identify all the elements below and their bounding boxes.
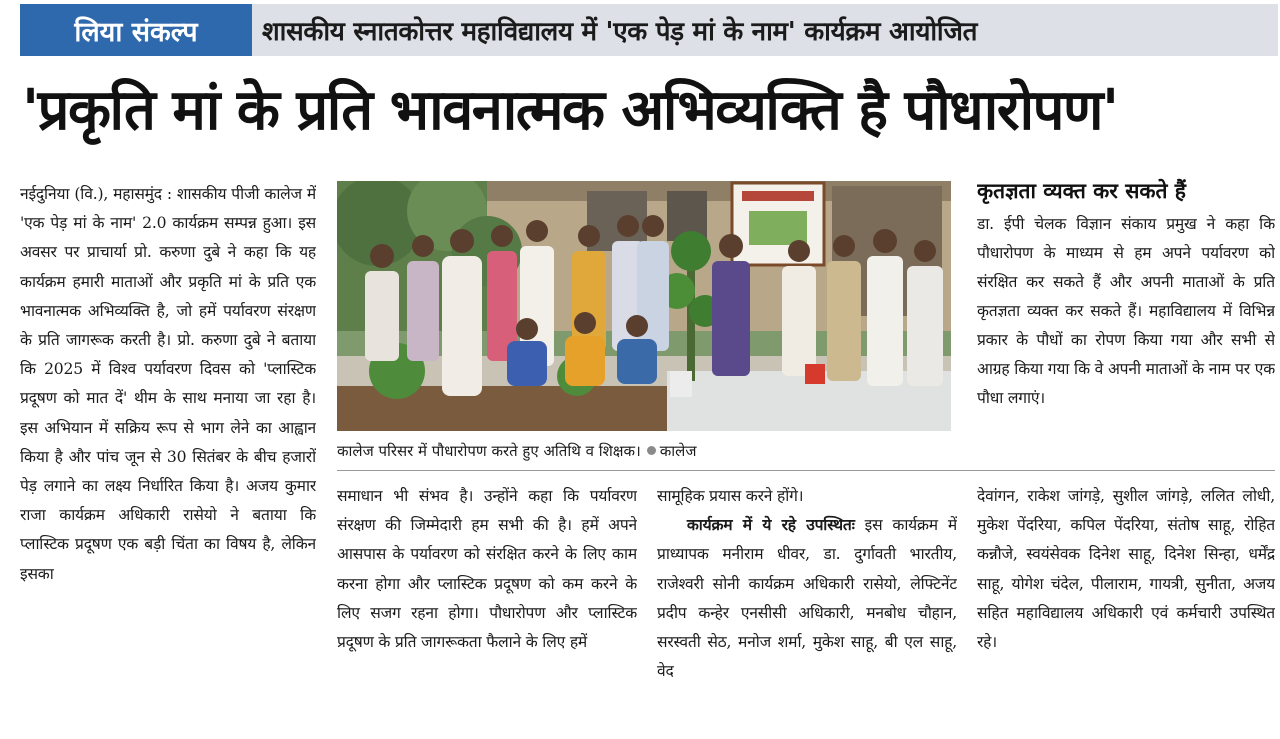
caption-text: कालेज परिसर में पौधारोपण करते हुए अतिथि व शिक्षक।	[337, 442, 641, 460]
column-3-intro: सामूहिक प्रयास करने होंगे।	[657, 487, 804, 505]
article-column-4: देवांगन, राकेश जांगड़े, सुशील जांगड़े, ललित लोधी, मुकेश पेंदरिया, कपिल पेंदरिया, संतोष साहू, रोहित कन्नौजे, स्वयंसेवक दिनेश साहू, दिनेश सिन्हा, धर्मेंद्र साहू, योगेश चंदेल, पीलाराम, गायत्री, सुनीता, अजय सहित महाविद्यालय अधिकारी एवं कर्मचारी उपस्थित रहे।	[977, 487, 1275, 652]
bullet-dot-icon	[647, 446, 656, 455]
main-headline: 'प्रकृति मां के प्रति भावनात्मक अभिव्यक्ति है पौधारोपण'	[22, 78, 1118, 143]
article-column-1: नईदुनिया (वि.), महासमुंद : शासकीय पीजी कालेज में 'एक पेड़ मां के नाम' 2.0 कार्यक्रम सम्पन्न हुआ। इस अवसर पर प्राचार्या प्रो. करुणा दुबे ने कहा कि यह कार्यक्रम हमारी माताओं और प्रकृति मां के प्रति एक भावनात्मक अभिव्यक्ति है, जो हमें पर्यावरण संरक्षण के प्रति जागरूक करती है। प्रो. करुणा दुबे ने बताया कि 2025 में विश्व पर्यावरण दिवस को 'प्लास्टिक प्रदूषण को मात दें' थीम के साथ मनाया जा रहा है। इस अभियान में सक्रिय रूप से भाग लेने का आह्वान किया है और पांच जून से 30 सितंबर के बीच हजारों पेड़ लगाने का लक्ष्य निर्धारित किया है। अजय कुमार राजा कार्यक्रम अधिकारी रासेयो ने बताया कि प्लास्टिक प्रदूषण एक बड़ी चिंता का विषय है, लेकिन इसका	[20, 185, 316, 583]
kicker-label: लिया संकल्प	[20, 4, 252, 56]
article-column-3	[657, 482, 957, 714]
photo-illustration	[337, 181, 951, 431]
attendees-text: इस कार्यक्रम में प्राध्यापक मनीराम धीवर, डा. दुर्गावती भारतीय, राजेश्वरी सोनी कार्यक्रम अधिकारी रासेयो, लेफ्टिनेंट प्रदीप कन्हेर एनसीसी अधिकारी, मनबोध चौहान, सरस्वती सेठ, मनोज शर्मा, मुकेश साहू, बी एल साहू, वेद	[657, 516, 957, 681]
sidebar-subheading: कृतज्ञता व्यक्त कर सकते हैं	[977, 179, 1186, 203]
article-column-2: समाधान भी संभव है। उन्होंने कहा कि पर्यावरण संरक्षण की जिम्मेदारी हम सभी की है। हमें अपने आसपास के पर्यावरण को संरक्षित करने के लिए काम करना होगा और प्लास्टिक प्रदूषण को कम करने के लिए सजग रहना होगा। पौधारोपण और प्लास्टिक प्रदूषण के प्रति जागरूकता फैलाने के लिए हमें	[337, 487, 637, 652]
news-photo	[337, 181, 951, 431]
sub-headline: शासकीय स्नातकोत्तर महाविद्यालय में 'एक पेड़ मां के नाम' कार्यक्रम आयोजित	[262, 17, 978, 47]
sidebar-body: डा. ईपी चेलक विज्ञान संकाय प्रमुख ने कहा कि पौधारोपण के माध्यम से हम अपने पर्यावरण को संरक्षित कर सकते हैं और अपनी माताओं के प्रति कृतज्ञता व्यक्त कर सकते हैं। महाविद्यालय में विभिन्न प्रकार के पौधों का रोपण किया गया और सभी से आग्रह किया गया कि वे अपनी माताओं के नाम पर एक पौधा लगाएं।	[977, 215, 1275, 407]
photo-caption	[337, 437, 951, 465]
photo-credit: कालेज	[659, 442, 697, 460]
header-strip	[20, 4, 1278, 56]
attendees-lead: कार्यक्रम में ये रहे उपस्थितः	[686, 516, 855, 535]
section-divider	[337, 470, 1275, 471]
